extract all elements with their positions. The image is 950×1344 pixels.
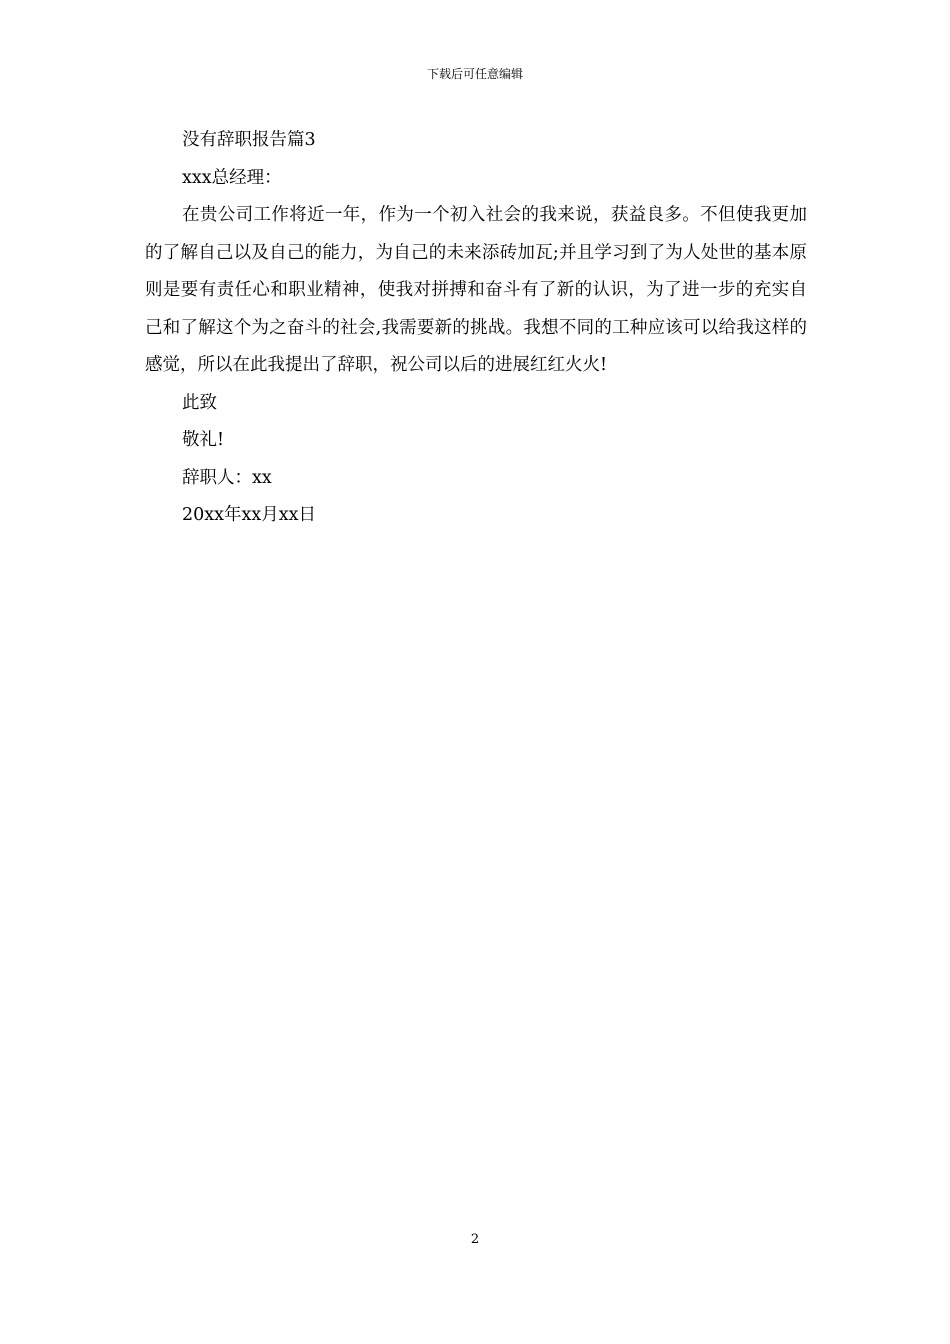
page-number: 2 xyxy=(470,1232,480,1247)
page-header-note: 下载后可任意编辑 xyxy=(426,67,523,81)
salutation: xxx总经理： xyxy=(182,167,282,188)
closing-line: 此致 xyxy=(182,392,217,413)
body-paragraph: 在贵公司工作将近一年，作为一个初入社会的我来说，获益良多。不但使我更加的了解自己以及自己的能力，为自己的未来添砖加瓦;并且学习到了为人处世的基本原则是要有责任心和职业精神，使我对拼搏和奋斗有了新的认识，为了进一步的充实自己和了解这个为之奋斗的社会,我需要新的挑战。我想不同的工种应该可以给我这样的感觉，所以在此我提出了辞职，祝公司以后的进展红红火火! xyxy=(145,205,807,375)
document-body xyxy=(145,122,807,535)
document-title: 没有辞职报告篇3 xyxy=(182,130,316,150)
signature: 辞职人：xx xyxy=(182,467,272,488)
date: 20xx年xx月xx日 xyxy=(182,505,316,525)
closing-salute: 敬礼! xyxy=(182,430,225,450)
